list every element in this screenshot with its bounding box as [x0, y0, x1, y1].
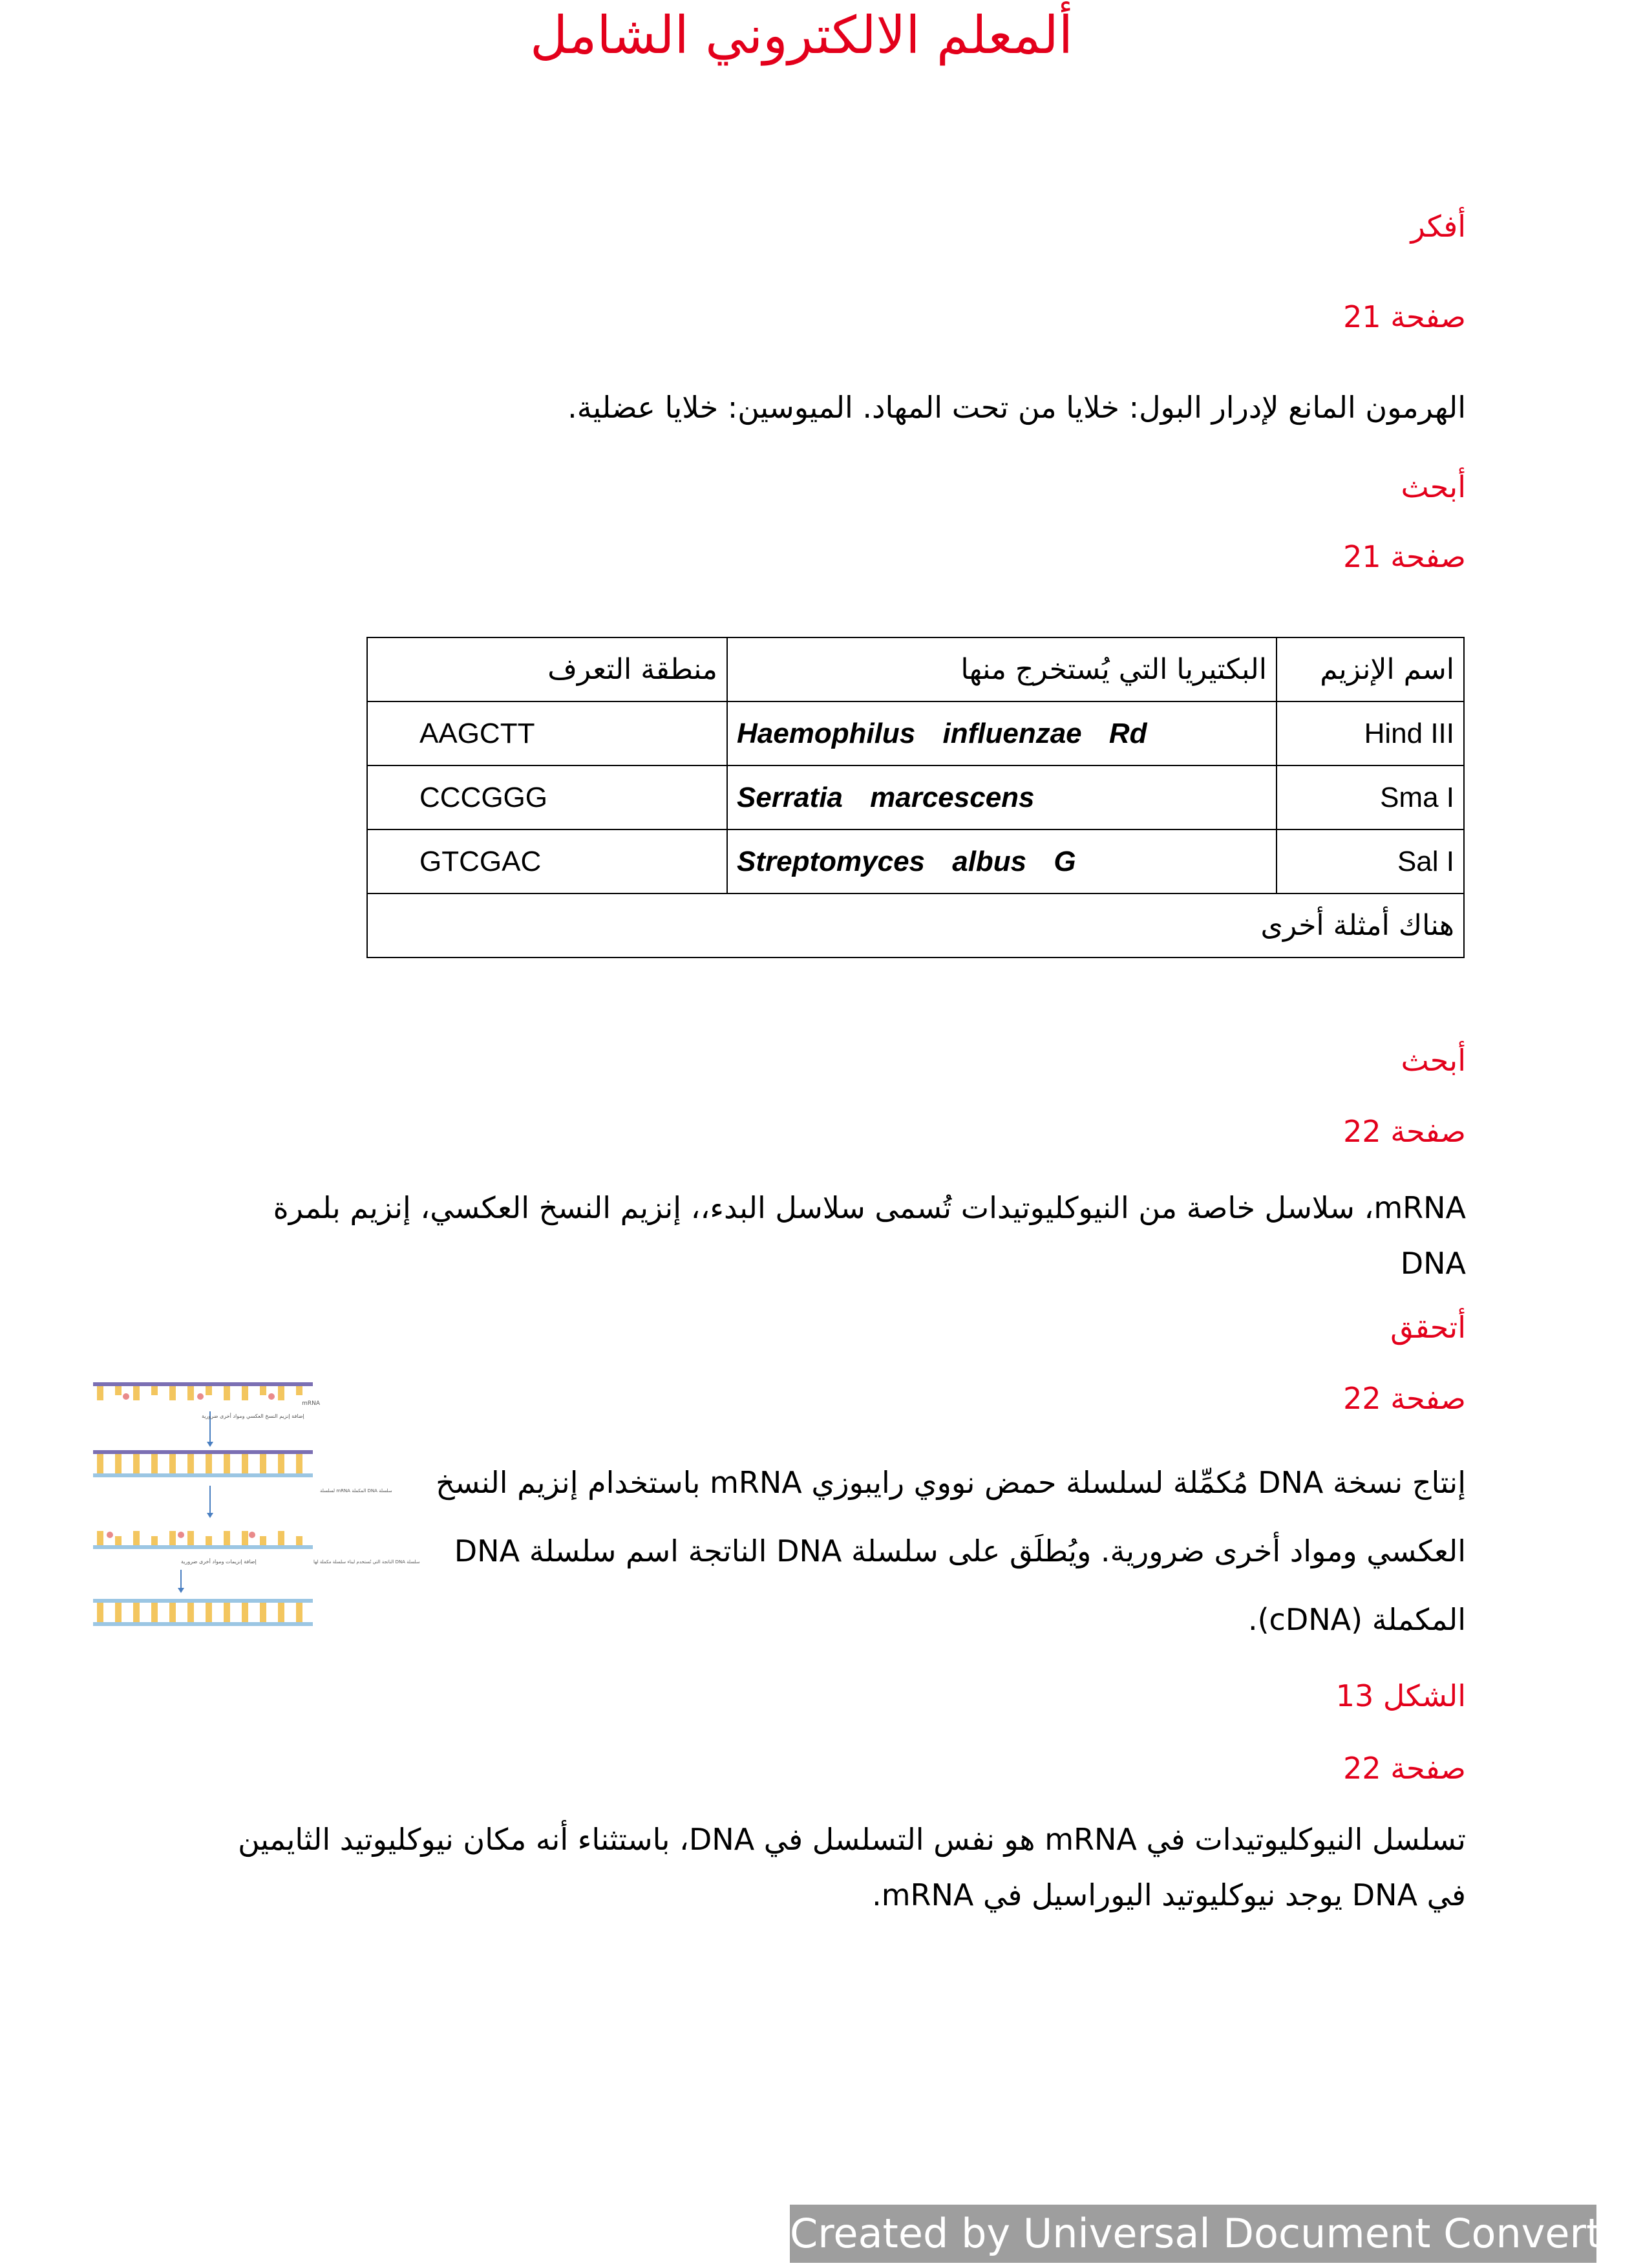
cdna-synthesis-figure [90, 1382, 420, 1660]
recognition-site: CCCGGG [367, 765, 727, 829]
table-note: هناك أمثلة أخرى [367, 893, 1464, 957]
section-heading-research: أبحث [1401, 1043, 1466, 1078]
watermark: Created by Universal Document Converter [790, 2205, 1596, 2263]
page-title: ألمعلم الالكتروني الشامل [529, 5, 1074, 65]
section-heading-research: أبحث [1401, 469, 1466, 504]
table-note-row [367, 893, 1464, 957]
cdna-strand [93, 1599, 313, 1603]
section-heading-verify: أتحقق [1390, 1310, 1466, 1345]
arrow-head-icon [207, 1442, 213, 1447]
page-reference: صفحة 21 [1343, 299, 1466, 334]
figure-label-chain: سلسلة DNA المكملة mRNA لسلسلة [320, 1488, 392, 1493]
page-reference: صفحة 22 [1343, 1381, 1466, 1416]
mrna-strand [93, 1382, 313, 1386]
recognition-site: GTCGAC [367, 829, 727, 893]
table-row [367, 701, 1464, 765]
recognition-site: AAGCTT [367, 701, 727, 765]
table-row [367, 829, 1464, 893]
enzyme-name: Sma I [1277, 765, 1464, 829]
enzyme-table [366, 637, 1465, 958]
answer-text: mRNA، سلاسل خاصة من النيوكليوتيدات تُسمى سلاسل البدء،، إنزيم النسخ العكسي، إنزيم بلمرة DNA [273, 1190, 1466, 1281]
cdna-strand [93, 1473, 313, 1477]
section-heading-figure: الشكل 13 [1335, 1678, 1466, 1713]
bacteria-name: Haemophilus influenzae Rd [727, 701, 1277, 765]
page-reference: صفحة 21 [1343, 539, 1466, 574]
enzyme-name: Sal I [1277, 829, 1464, 893]
page-reference: صفحة 22 [1343, 1114, 1466, 1149]
answer-text: تسلسل النيوكليوتيدات في mRNA هو نفس التسلسل في DNA، باستثناء أنه مكان نيوكليوتيد الثايمين في DNA يوجد نيوكليوتيد اليوراسيل في mRNA. [238, 1822, 1466, 1912]
table-header-row [367, 637, 1464, 701]
arrow-head-icon [178, 1588, 184, 1593]
enzyme-name: Hind III [1277, 701, 1464, 765]
answer-text: إنتاج نسخة DNA مُكمِّلة لسلسلة حمض نووي رايبوزي mRNA باستخدام إنزيم النسخ العكسي ومواد أخرى ضرورية. ويُطلَق على سلسلة DNA الناتجة اسم سلسلة DNA المكملة (cDNA). [436, 1465, 1466, 1637]
bacteria-name: Serratia marcescens [727, 765, 1277, 829]
answer-text: الهرمون المانع لإدرار البول: خلايا من تحت المهاد. الميوسين: خلايا عضلية. [567, 390, 1466, 425]
figure-label-step2: إضافة إنزيمات ومواد أخرى ضرورية [181, 1559, 257, 1565]
figure-label-step1: إضافة إنزيم النسخ العكسي ومواد أخرى ضرورية [202, 1413, 304, 1419]
figure-label-mrna: mRNA [302, 1400, 320, 1407]
header-bacteria: البكتيريا التي يُستخرج منها [727, 637, 1277, 701]
mrna-strand [93, 1450, 313, 1454]
cdna-strand [93, 1545, 313, 1549]
header-recognition-site: منطقة التعرف [367, 637, 727, 701]
cdna-strand [93, 1622, 313, 1626]
header-enzyme-name: اسم الإنزيم [1277, 637, 1464, 701]
arrow-head-icon [207, 1513, 213, 1518]
section-heading-think: أفكر [1410, 209, 1466, 244]
page-reference: صفحة 22 [1343, 1751, 1466, 1786]
bacteria-name: Streptomyces albus G [727, 829, 1277, 893]
table-row [367, 765, 1464, 829]
figure-label-step3: سلسلة DNA الناتجة التي تُستخدم لبناء سلسلة مكملة لها [313, 1559, 420, 1565]
